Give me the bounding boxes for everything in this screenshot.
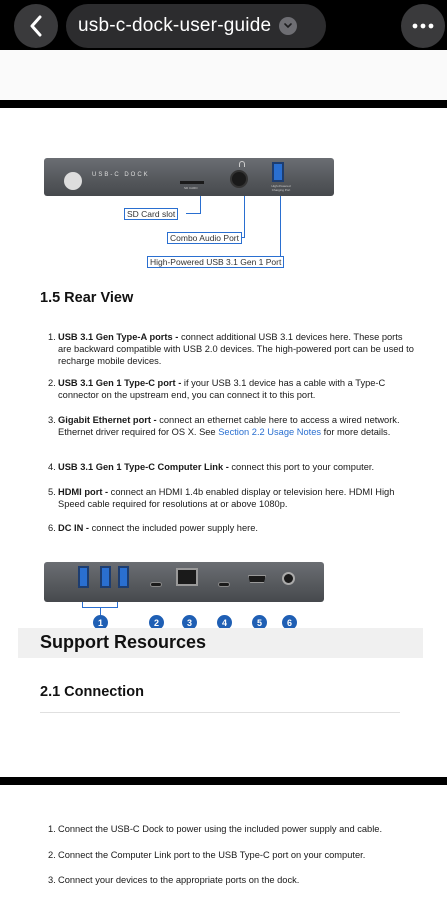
port-group-bracket	[117, 602, 118, 608]
dock-brand-label: USB-C DOCK	[92, 172, 150, 178]
dock-front-image	[44, 158, 334, 196]
list-text: for more details.	[321, 427, 391, 437]
top-bar	[0, 0, 447, 50]
leader-line	[200, 196, 201, 214]
usb-c-computer-link-port	[218, 582, 230, 587]
audio-jack	[230, 170, 248, 188]
more-options-button[interactable]	[401, 4, 445, 48]
callout-usb-port: High-Powered USB 3.1 Gen 1 Port	[147, 256, 284, 268]
list-text: connect additional USB 3.1 devices here. These ports are backward compatible with USB 2.0 devices. The high-powered port can be used to recharge mobile devices.	[58, 332, 414, 366]
leader-line	[280, 196, 281, 262]
list-term: DC IN -	[58, 523, 92, 533]
list-text: connect an HDMI 1.4b enabled display or television here. HDMI High Speed cable required for resolutions at or above 1080p.	[58, 487, 395, 509]
list-text: Connect the Computer Link port to the USB Type-C port on your computer.	[58, 850, 366, 860]
port-marker-6: 6	[282, 615, 297, 630]
list-text: Connect the USB-C Dock to power using the included power supply and cable.	[58, 824, 383, 834]
usb-a-port	[78, 566, 89, 588]
list-number: 6.	[48, 523, 56, 533]
sd-card-port-label: SD CARD	[184, 186, 198, 190]
chevron-left-icon	[29, 15, 43, 37]
headphone-icon	[239, 161, 245, 167]
ethernet-port	[176, 568, 198, 586]
list-text: Connect your devices to the appropriate ports on the dock.	[58, 875, 300, 885]
usb-a-port	[272, 162, 284, 182]
back-button[interactable]	[14, 4, 58, 48]
connection-heading: 2.1 Connection	[40, 684, 144, 700]
leader-line	[244, 196, 245, 238]
ellipsis-icon	[412, 23, 434, 29]
owc-logo-icon	[64, 172, 82, 190]
list-number: 1.	[48, 824, 56, 834]
list-term: USB 3.1 Gen Type-A ports -	[58, 332, 181, 342]
divider	[40, 712, 400, 713]
leader-line	[186, 213, 201, 214]
list-text: connect this port to your computer.	[231, 462, 375, 472]
dc-in-port	[282, 572, 295, 585]
usb-a-port	[118, 566, 129, 588]
support-resources-heading: Support Resources	[40, 632, 207, 652]
usb-a-port	[100, 566, 111, 588]
page-separator	[0, 100, 447, 108]
list-number: 4.	[48, 462, 56, 472]
usb-c-port	[150, 582, 162, 587]
list-number: 2.	[48, 378, 56, 388]
document-title: usb-c-dock-user-guide	[78, 15, 272, 36]
usb-port-label: High-Powered Charging Port	[271, 184, 291, 192]
sd-card-slot	[180, 181, 204, 184]
hdmi-port	[248, 575, 266, 583]
page-separator	[0, 777, 447, 785]
port-marker-2: 2	[149, 615, 164, 630]
port-marker-3: 3	[182, 615, 197, 630]
usage-notes-link[interactable]: Section 2.2 Usage Notes	[218, 427, 322, 437]
list-number: 5.	[48, 487, 56, 497]
list-number: 2.	[48, 850, 56, 860]
port-marker-5: 5	[252, 615, 267, 630]
port-marker-4: 4	[217, 615, 232, 630]
list-term: USB 3.1 Gen 1 Type-C Computer Link -	[58, 462, 232, 472]
previous-page-end	[0, 50, 447, 100]
list-text: connect the included power supply here.	[91, 523, 258, 533]
list-number: 1.	[48, 332, 56, 342]
list-number: 3.	[48, 875, 56, 885]
callout-sd-card: SD Card slot	[124, 208, 178, 220]
list-text: connect an ethernet cable here to access a wired network. Ethernet driver required for OS X. See	[58, 415, 400, 437]
port-marker-1: 1	[93, 615, 108, 630]
list-number: 3.	[48, 415, 56, 425]
rear-view-heading: 1.5 Rear View	[40, 290, 134, 306]
port-group-bracket	[100, 607, 101, 615]
list-text: if your USB 3.1 device has a cable with a Type-C connector on the upstream end, you can connect it to this port.	[58, 378, 386, 400]
port-group-bracket	[82, 602, 83, 608]
dock-rear-image	[44, 562, 324, 602]
chevron-down-icon	[279, 17, 297, 35]
list-term: Gigabit Ethernet port -	[58, 415, 160, 425]
callout-audio: Combo Audio Port	[167, 232, 242, 244]
list-term: USB 3.1 Gen 1 Type-C port -	[58, 378, 184, 388]
list-term: HDMI port -	[58, 487, 111, 497]
document-title-menu[interactable]	[66, 4, 326, 48]
